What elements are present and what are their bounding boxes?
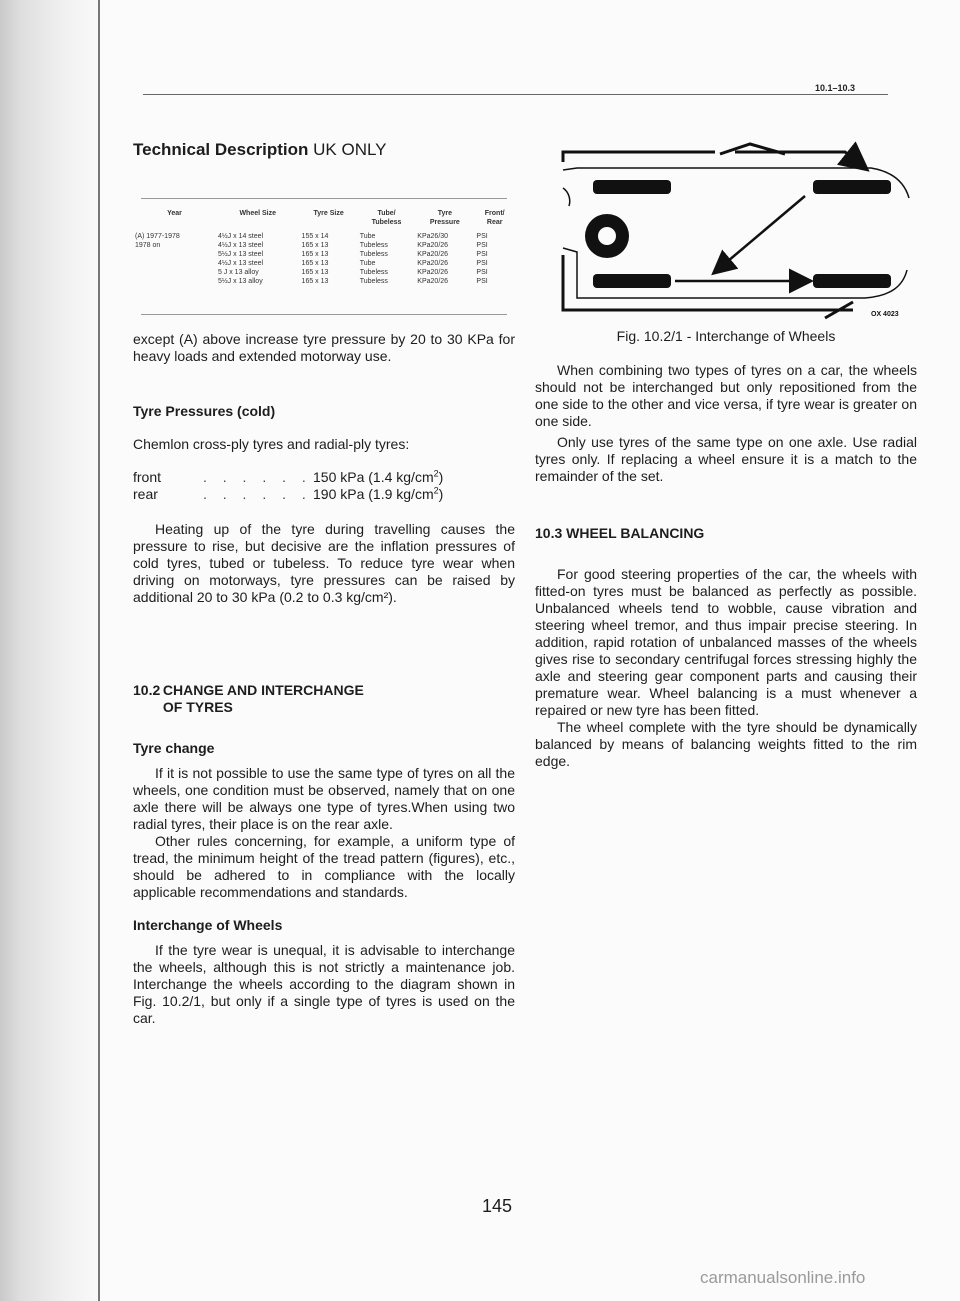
tech-title-light: UK ONLY [313,140,387,159]
table-cell: (A) 1977-1978 [135,233,180,240]
table-cell: PSI [476,251,488,258]
table-cell: Tubeless [359,269,388,276]
table-cell: Tube [359,260,376,267]
table-cell: KPa20/26 [417,242,449,249]
table-cell: 155 x 14 [301,233,329,240]
table-cell: 1978 on [135,242,161,249]
rear-dots: . . . . . . . [203,486,332,502]
table-cell [133,259,216,268]
front-label: front [133,469,162,485]
table-cell: PSI [476,269,488,276]
table-cell [133,268,216,277]
table-cell: 5½J x 13 steel [217,251,264,258]
spec-table [133,209,515,286]
front-value: 150 kPa (1.4 $kg/cm^2$) [313,468,444,485]
interchange-diagram-svg [535,140,917,322]
table-row [133,232,515,241]
page-number: 145 [481,1196,513,1216]
body-outline-top-left [563,152,715,162]
rear-pressure-row [133,486,515,503]
table-row [133,277,515,286]
table-cell [133,277,216,286]
section-10-2-title-line1: CHANGE AND INTERCHANGE [162,682,364,698]
section-10-2-heading [133,682,515,716]
right-column [535,140,917,770]
spare-wheel-hub [598,227,616,245]
tyre-change-heading: Tyre change [133,740,215,756]
table-cell: 165 x 13 [301,269,329,276]
front-dots: . . . . . . . [203,469,332,485]
header-rule [143,94,888,95]
table-cell: 5 J x 13 alloy [217,269,259,276]
section-10-3-number: 10.3 [535,525,563,541]
table-cell: KPa20/26 [417,269,449,276]
spec-header-cell: Tube/ Tubeless [371,210,402,226]
table-cell [133,250,216,259]
table-cell: 165 x 13 [301,260,329,267]
spec-header-cell: Front/ Rear [484,210,505,226]
body-top-arrow-right [735,152,865,168]
interchange-heading: Interchange of Wheels [133,917,283,933]
spec-body [133,232,515,286]
combining-paragraph: When combining two types of tyres on a car, the wheels should not be interchanged but only repositioned from the one side to the other and vice versa, if tyre wear is greater on one side. [535,362,917,429]
table-cell: 165 x 13 [301,251,329,258]
pressures-intro: Chemlon cross-ply tyres and radial-ply tyres: [133,436,410,452]
tyre-change-paragraph-2: Other rules concerning, for example, a uniform type of tread, the minimum height of the tread pattern (figures), etc., should be adhered to in compliance with the locally applicable recommendations and standards. [133,833,515,900]
table-cell: 4½J x 13 steel [217,242,264,249]
section-10-3-title: WHEEL BALANCING [566,525,705,541]
section-10-2-title-line2: OF TYRES [162,699,233,715]
watermark: carmanualsonline.info [700,1268,866,1287]
tyre-change-paragraph-1: If it is not possible to use the same type of tyres on all the wheels, one condition must be observed, namely that on one axle there will be always one type of tyres.When using two radial tyres, their place is on the rear axle. [133,765,515,832]
balancing-paragraph-1: For good steering properties of the car, the wheels with fitted-on tyres must be balanced as perfectly as possible. Unbalanced wheels tend to wobble, cause vibration and steering wheel tremor, and thus impair precise steering. In addition, rapid rotation of unbalanced masses of the wheels gives rise to secondary centrifugal forces stressing highly the axle and steering gear component parts and causing their premature wear. Wheel balancing is a must whenever a repaired or new tyre has been fitted. [535,566,917,718]
wheel-front-right [593,274,671,288]
balancing-paragraph-2: The wheel complete with the tyre should be dynamically balanced by means of balancing weights fitted to the rim edge. [535,719,917,769]
spec-header-cell: Wheel Size [239,210,277,217]
section-10-2-number: 10.2 [133,682,161,698]
binding-edge [98,0,100,1301]
table-cell: PSI [476,260,488,267]
spec-header-row [133,209,515,232]
table-cell: KPa26/30 [417,233,449,240]
table-cell: KPa20/26 [417,278,449,285]
only-use-paragraph: Only use tyres of the same type on one axle. Use radial tyres only. If replacing a wheel ensure it is a match to the remainder of the set. [535,434,917,484]
pressures-heading: Tyre Pressures (cold) [133,403,276,419]
figure-code: OX 4023 [871,311,899,318]
spec-header-cell: Tyre Size [313,210,344,217]
wheel-interchange-diagram [535,140,917,322]
interchange-paragraph: If the tyre wear is unequal, it is advisable to interchange the wheels, although this is not strictly a maintenance job. Interchange the wheels according to the diagram shown in Fig. 10.2/1, but only if a single type of tyres is used on the car. [133,942,515,1026]
rear-value: 190 kPa (1.9 $kg/cm^2$) [313,485,444,502]
table-cell: Tubeless [359,242,388,249]
page-binding-shadow [0,0,100,1301]
table-cell: KPa20/26 [417,260,449,267]
spec-header-cell: Year [167,210,182,217]
section-10-3-heading [535,525,917,542]
wheel-rear-right [813,274,891,288]
left-column [133,140,515,1027]
table-cell: 165 x 13 [301,242,329,249]
tech-title [133,140,515,160]
tech-title-bold: Technical Description [133,140,309,159]
table-cell: 165 x 13 [301,278,329,285]
table-cell: 5½J x 13 alloy [217,278,263,285]
table-cell: Tube [359,233,376,240]
wheel-rear-left [813,180,891,194]
wheel-front-left [593,180,671,194]
front-pressure-row [133,469,515,486]
heating-paragraph: Heating up of the tyre during travelling causes the pressure to rise, but decisive are the inflation pressures of cold tyres, tubed or tubeless. To reduce tyre wear when driving on motorways, tyre pressures can be raised by additional 20 to 30 kPa (0.2 to 0.3 kg/cm²). [133,521,515,605]
spec-header-cell: Tyre Pressure [429,210,460,226]
table-row [133,259,515,268]
table-cell: PSI [476,233,488,240]
table-cell: PSI [476,242,488,249]
figure-caption: Fig. 10.2/1 - Interchange of Wheels [616,328,836,344]
page-range: 10.1–10.3 [815,83,856,93]
table-cell: 4½J x 14 steel [217,233,264,240]
table-row [133,250,515,259]
front-curve [563,188,570,206]
table-cell: PSI [476,278,488,285]
table-cell: KPa20/26 [417,251,449,258]
table-row [133,268,515,277]
table-top-rule [141,198,507,199]
diagonal-arrow [715,196,805,272]
table-cell: 4½J x 13 steel [217,260,264,267]
except-note: except (A) above increase tyre pressure by 20 to 30 KPa for heavy loads and extended motorway use. [133,331,515,364]
table-cell: Tubeless [359,251,388,258]
table-row [133,241,515,250]
table-cell: Tubeless [359,278,388,285]
rear-label: rear [133,486,158,502]
